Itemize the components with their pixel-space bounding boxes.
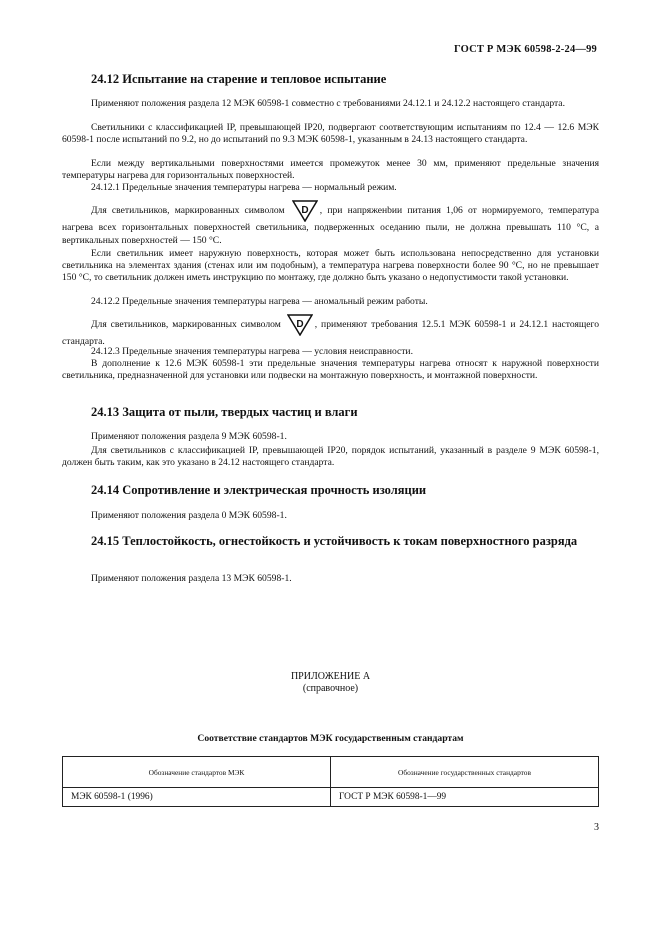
paragraph: Для светильников с классификацией IP, превышающей IP20, порядок испытаний, указанный в разделе 9 МЭК 60598-1, должен быть таким, как это указано в 24.12 настоящего стандарта. xyxy=(62,445,599,468)
section-24-14-title: 24.14 Сопротивление и электрическая прочность изоляции xyxy=(91,483,427,497)
table-cell: ГОСТ Р МЭК 60598-1—99 xyxy=(331,788,599,807)
paragraph: Если между вертикальными поверхностями имеется промежуток менее 30 мм, применяют предельные значения температуры нагрева для горизонтальных поверхностей. xyxy=(62,158,599,181)
annex-subtitle: (справочное) xyxy=(302,683,359,694)
paragraph-text: , применяют требования 12.5.1 МЭК 60598-1 и 24.12.1 настоящего стандарта. xyxy=(62,319,600,347)
paragraph-symbol-d xyxy=(62,200,599,248)
paragraph-text: Для светильников, маркированных символом xyxy=(91,319,281,331)
table-row xyxy=(63,788,599,807)
annex-label: ПРИЛОЖЕНИЕ А xyxy=(290,671,371,682)
document-code: ГОСТ Р МЭК 60598-2-24—99 xyxy=(453,44,597,55)
table-cell: МЭК 60598-1 (1996) xyxy=(63,788,331,807)
paragraph: 24.12.2 Предельные значения температуры нагрева — аномальный режим работы. xyxy=(91,296,428,307)
paragraph: 24.12.3 Предельные значения температуры нагрева — условия неисправности. xyxy=(91,346,413,357)
annex-table-title: Соответствие стандартов МЭК государственным стандартам xyxy=(197,733,464,744)
paragraph-text: Для светильников, маркированных символом xyxy=(91,205,285,217)
symbol-letter: D xyxy=(296,319,304,330)
paragraph-text: , при напряженbии питания 1,06 от нормируемого, температура нагрева всех горизонтальных поверхностей светильника, подверженных оседанию пыли, не должна превышать 110 °С, а вертикальных поверхностей — 150 °С. xyxy=(62,205,600,246)
paragraph: Применяют положения раздела 12 МЭК 60598-1 совместно с требованиями 24.12.1 и 24.12.2 настоящего стандарта. xyxy=(91,98,565,109)
paragraph: Применяют положения раздела 9 МЭК 60598-1. xyxy=(91,431,287,442)
paragraph: Применяют положения раздела 13 МЭК 60598-1. xyxy=(91,573,292,584)
table-header-row xyxy=(63,757,599,788)
symbol-letter: D xyxy=(301,205,309,216)
standards-table xyxy=(62,756,599,807)
paragraph: 24.12.1 Предельные значения температуры нагрева — нормальный режим. xyxy=(91,182,397,193)
paragraph: В дополнение к 12.6 МЭК 60598-1 эти предельные значения температуры нагрева относят к наружной поверхности светильника, предназначенной для установки или подвески на монтажную поверхность, и монтажной поверхности. xyxy=(62,358,599,381)
page-number: 3 xyxy=(594,822,599,833)
column-header: Обозначение стандартов МЭК xyxy=(63,757,331,788)
section-24-15-title: 24.15 Теплостойкость, огнестойкость и устойчивость к токам поверхностного разряда xyxy=(91,534,578,548)
paragraph: Светильники с классификацией IP, превышающей IP20, подвергают соответствующим испытаниям по 12.4 — 12.6 МЭК 60598-1 после испытаний по 9.2, но до испытаний по 9.3 МЭК 60598-1, указанным в 24.13 настоящего стандарта. xyxy=(62,122,599,145)
section-24-13-title: 24.13 Защита от пыли, твердых частиц и влаги xyxy=(91,405,358,419)
d-symbol-icon xyxy=(287,314,313,336)
paragraph: Если светильник имеет наружную поверхность, которая может быть использована непосредственно для установки светильника на элементах здания (стенах или им подобным), а температура нагрева поверхности более 90 °С, но не превышает 150 °С, то светильник должен иметь инструкцию по монтажу, где должно быть указано о недопустимости такой установки. xyxy=(62,248,599,283)
paragraph-symbol-d xyxy=(62,314,599,349)
paragraph: Применяют положения раздела 0 МЭК 60598-1. xyxy=(91,510,287,521)
column-header: Обозначение государственных стандартов xyxy=(331,757,599,788)
section-24-12-title: 24.12 Испытание на старение и тепловое испытание xyxy=(91,72,387,86)
d-symbol-icon xyxy=(292,200,318,222)
